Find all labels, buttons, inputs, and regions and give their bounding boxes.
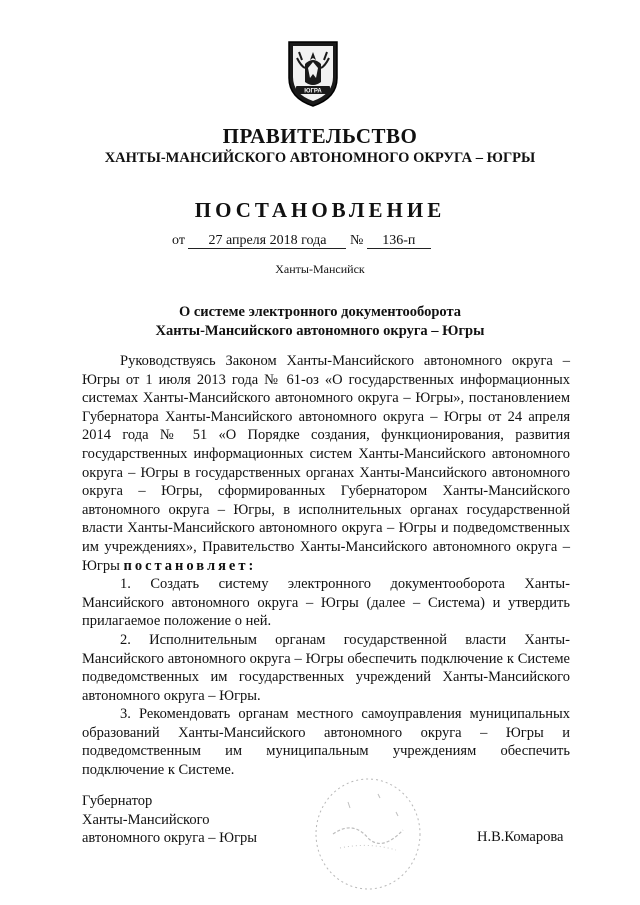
date-prefix: от (172, 233, 185, 248)
subject-line-2: Ханты-Мансийского автономного округа – Югры (155, 323, 485, 339)
position-line-2: Ханты-Мансийского (82, 811, 210, 828)
region-title: ХАНТЫ-МАНСИЙСКОГО АВТОНОМНОГО ОКРУГА – ЮГРЫ (104, 150, 536, 166)
document-body (82, 352, 570, 780)
position-line-1: Губернатор (82, 793, 153, 809)
document-type-heading: ПОСТАНОВЛЕНИЕ (194, 198, 446, 222)
emblem-lettering: ЮГРА (304, 88, 322, 95)
item-1-paragraph: 1. Создать систему электронного документооборота Ханты-Мансийского автономного округа – Югры (далее – Система) и утвердить прилагаемое положение о ней. (82, 576, 570, 630)
resolves-keyword: постановляет: (123, 557, 257, 574)
date-number-line (172, 233, 431, 249)
item-3-paragraph: 3. Рекомендовать органам местного самоуправления муниципальных образований Ханты-Мансийского автономного округа – Югры и подведомственным им муниципальным учреждениям обеспечить подключение к Системе. (82, 706, 570, 779)
number-prefix: № (349, 233, 364, 248)
subject-line-1: О системе электронного документооборота (178, 304, 462, 320)
signatory-position (82, 792, 257, 848)
government-title: ПРАВИТЕЛЬСТВО (222, 124, 418, 148)
item-2-paragraph: 2. Исполнительным органам государственной власти Ханты-Мансийского автономного округа – Югры обеспечить подключение к Системе подведомственных им государственных учреждений Ханты-Мансийского автономного округа – Югры. (82, 631, 570, 704)
preamble-text: Руководствуясь Законом Ханты-Мансийского автономного округа – Югры от 1 июля 2013 года № 61-оз «О государственных информационных системах Ханты-Мансийского автономного округа – Югры», постановлением Губернатора Ханты-Мансийского автономного округа – Югры от 24 апреля 2014 года № 51 «О Порядке создания, функционирования, развития государственных информационных систем Ханты-Мансийского автономного округа – Югры в государственных органах Ханты-Мансийского автономного округа – Югры, сформированных Губернатором Ханты-Мансийского автономного округа – Югры, в исполнительных органах государственной власти Ханты-Мансийского автономного округа – Югры и подведомственных им учреждениях», Правительство Ханты-Мансийского автономного округа – Югры (82, 353, 570, 574)
document-subject (0, 303, 640, 341)
document-number: 136-п (367, 233, 431, 249)
city-name: Ханты-Мансийск (275, 262, 365, 276)
preamble-paragraph (82, 352, 570, 575)
coat-of-arms-emblem (283, 38, 343, 108)
document-date: 27 апреля 2018 года (188, 233, 346, 249)
signatory-name: Н.В.Комарова (477, 829, 564, 845)
seal-stamp (308, 772, 428, 897)
position-line-3: автономного округа – Югры (82, 830, 258, 847)
